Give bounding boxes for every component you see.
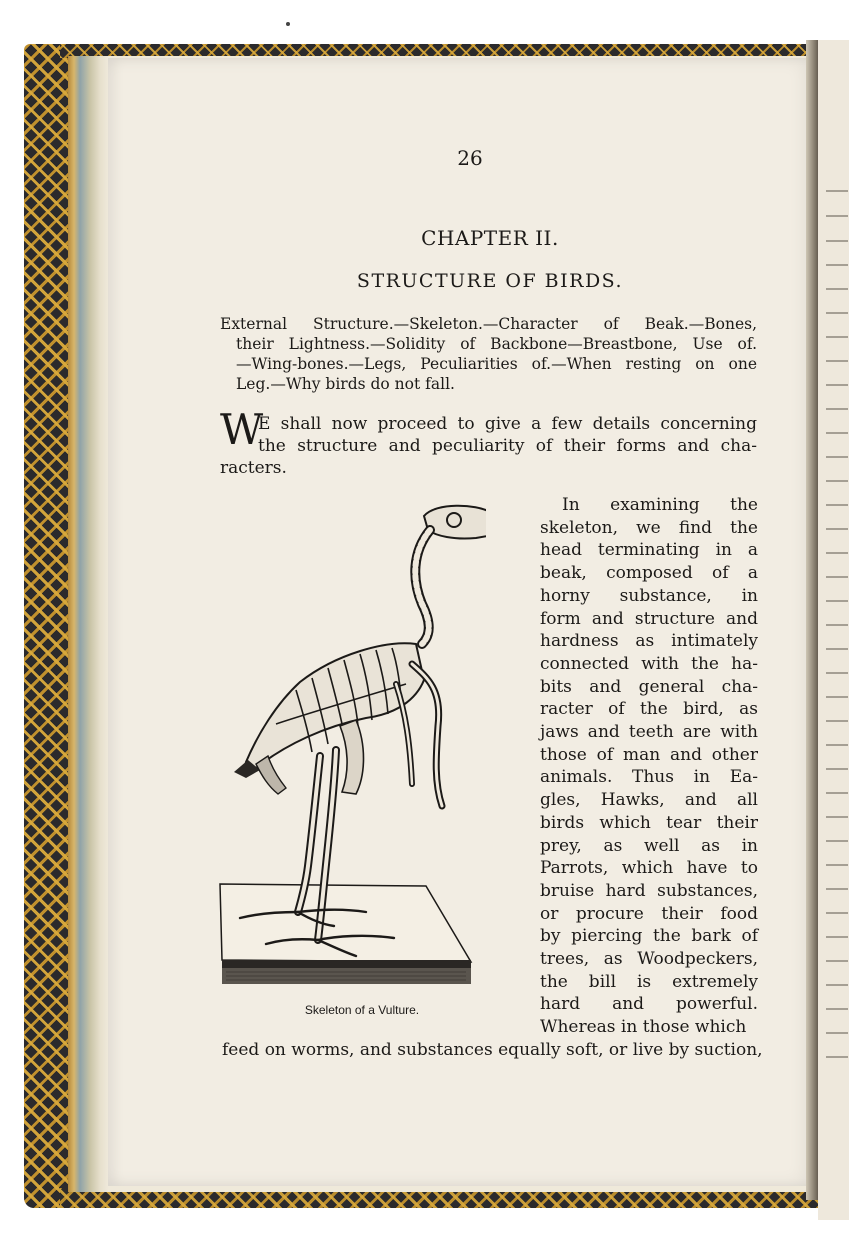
section-title: STRUCTURE OF BIRDS. [356,270,624,292]
column-line: birds which tear their [540,812,758,833]
column-line: prey, as well as in [540,835,758,856]
synopsis-line: their Lightness.—Solidity of Backbone—Breastbone, Use of. [236,335,757,353]
column-line: jaws and teeth are with [540,722,758,743]
column-line: those of man and other [540,744,758,765]
synopsis-line: —Wing-bones.—Legs, Peculiarities of.—When resting on one [236,355,757,373]
body-column [540,494,758,1039]
column-line: beak, composed of a [540,563,758,584]
closing-line: feed on worms, and substances equally soft, or live by suction, [222,1040,763,1060]
column-line: trees, as Woodpeckers, [540,949,758,970]
column-line: form and structure and [540,608,758,629]
column-line: or procure their food [540,903,758,924]
intro-line: E shall now proceed to give a few details concerning [258,414,757,434]
intro-line: racters. [220,458,287,478]
facing-page-edge [818,40,849,1220]
page-number: 26 [457,146,483,170]
synopsis-line: Leg.—Why birds do not fall. [236,375,455,393]
column-line: animals. Thus in Ea- [540,767,758,788]
column-line: bruise hard substances, [540,880,758,901]
column-line: In examining the [562,495,758,515]
column-line: bits and general cha- [540,676,758,697]
speck [286,22,290,26]
figure-caption: Skeleton of a Vulture. [304,1003,420,1017]
chapter-heading: CHAPTER II. [421,226,559,250]
column-line: by piercing the bark of [540,926,758,947]
drop-cap: W [220,405,264,454]
chapter-synopsis [220,314,757,394]
column-line: gles, Hawks, and all [540,790,758,811]
intro-paragraph [220,405,757,479]
column-line: Whereas in those which [540,1017,747,1038]
column-line: head terminating in a [540,540,758,561]
column-line: horny substance, in [540,585,758,606]
column-line: connected with the ha- [540,653,758,674]
column-line: the bill is extremely [540,971,758,992]
column-line: Parrots, which have to [540,858,758,879]
synopsis-line: External Structure.—Skeleton.—Character of Beak.—Bones, [220,315,757,333]
column-line: racter of the bird, as [540,699,758,720]
intro-line: the structure and peculiarity of their forms and cha- [258,436,757,456]
column-line: hardness as intimately [540,631,758,652]
vulture-skeleton-illustration [216,494,486,994]
column-line: hard and powerful. [540,994,758,1015]
column-line: skeleton, we find the [540,517,758,538]
